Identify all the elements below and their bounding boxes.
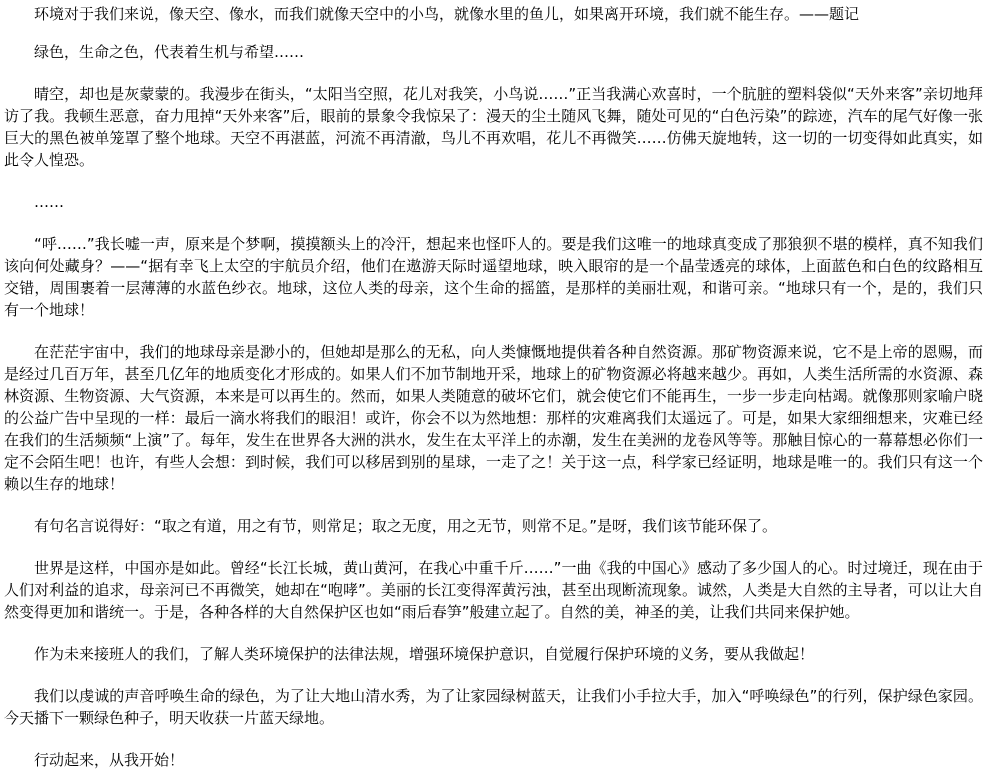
- quote-paragraph: 有句名言说得好：“取之有道，用之有节，则常足；取之无度，用之无节，则常不足。”是呀，我们该节能环保了。: [34, 517, 778, 535]
- awakening-paragraph: “呼……”我长嘘一声，原来是个梦啊，摸摸额头上的冷汗，想起来也怪吓人的。要是我们这唯一的地球真变成了那狼狈不堪的模样，真不知我们该向何处藏身？——“据有幸飞上太空的宇航员介绍，他们在遨游天际时遥望地球，映入眼帘的是一个晶莹透亮的球体，上面蓝色和白色的纹路相互交错，周围裹着一层薄薄的水蓝色纱衣。地球，这位人类的母亲，这个生命的摇篮，是那样的美丽壮观，和谐可亲。“地球只有一个，是的，我们只有一个地球！: [4, 235, 983, 319]
- responsibility-paragraph: 作为未来接班人的我们，了解人类环境保护的法律法规，增强环境保护意识，自觉履行保护环境的义务，要从我做起！: [34, 645, 815, 663]
- intro-paragraph: 绿色，生命之色，代表着生机与希望……: [34, 43, 305, 61]
- closing-paragraph: 行动起来，从我开始！: [34, 751, 185, 769]
- ellipsis-paragraph: ……: [34, 193, 64, 211]
- china-paragraph: 世界是这样，中国亦是如此。曾经“长江长城，黄山黄河，在我心中重千斤……”一曲《我的中国心》感动了多少国人的心。时过境迁，现在由于人们对利益的追求，母亲河已不再微笑，她却在“咆哮”。美丽的长江变得浑黄污浊，甚至出现断流现象。诚然，人类是大自然的主导者，可以让大自然变得更加和谐统一。于是，各种各样的大自然保护区也如“雨后春笋”般建立起了。自然的美，神圣的美，让我们共同来保护她。: [4, 559, 983, 621]
- epigraph-paragraph: 环境对于我们来说，像天空、像水，而我们就像天空中的小鸟，就像水里的鱼儿，如果离开环境，我们就不能生存。——题记: [34, 5, 860, 23]
- call-paragraph: 我们以虔诚的声音呼唤生命的绿色，为了让大地山清水秀，为了让家园绿树蓝天，让我们小手拉大手，加入“呼唤绿色”的行列，保护绿色家园。今天播下一颗绿色种子，明天收获一片蓝天绿地。: [4, 687, 983, 727]
- dream-paragraph: 晴空，却也是灰蒙蒙的。我漫步在街头，“太阳当空照，花儿对我笑，小鸟说……”正当我满心欢喜时，一个肮脏的塑料袋似“天外来客”亲切地拜访了我。我顿生恶意，奋力甩掉“天外来客”后，眼前的景象令我惊呆了：漫天的尘土随风飞舞，随处可见的“白色污染”的踪迹，汽车的尾气好像一张巨大的黑色被单笼罩了整个地球。天空不再湛蓝，河流不再清澈，鸟儿不再欢唱，花儿不再微笑……仿佛天旋地转，这一切的一切变得如此真实，如此令人惶恐。: [4, 85, 983, 169]
- resources-paragraph: 在茫茫宇宙中，我们的地球母亲是渺小的，但她却是那么的无私，向人类慷慨地提供着各种自然资源。那矿物资源来说，它不是上帝的恩赐，而是经过几百万年，甚至几亿年的地质变化才形成的。如果人们不加节制地开采，地球上的矿物资源必将越来越少。再如，人类生活所需的水资源、森林资源、生物资源、大气资源，本来是可以再生的。然而，如果人类随意的破坏它们，就会使它们不能再生，一步一步走向枯竭。就像那则家喻户晓的公益广告中呈现的一样：最后一滴水将我们的眼泪！或许，你会不以为然地想：那样的灾难离我们太遥远了。可是，如果大家细细想来，灾难已经在我们的生活频频“上演”了。每年，发生在世界各大洲的洪水，发生在太平洋上的赤潮，发生在美洲的龙卷风等等。那触目惊心的一幕幕想必你们一定不会陌生吧！也许，有些人会想：到时候，我们可以移居到别的星球，一走了之！关于这一点，科学家已经证明，地球是唯一的。我们只有这一个赖以生存的地球！: [4, 343, 983, 493]
